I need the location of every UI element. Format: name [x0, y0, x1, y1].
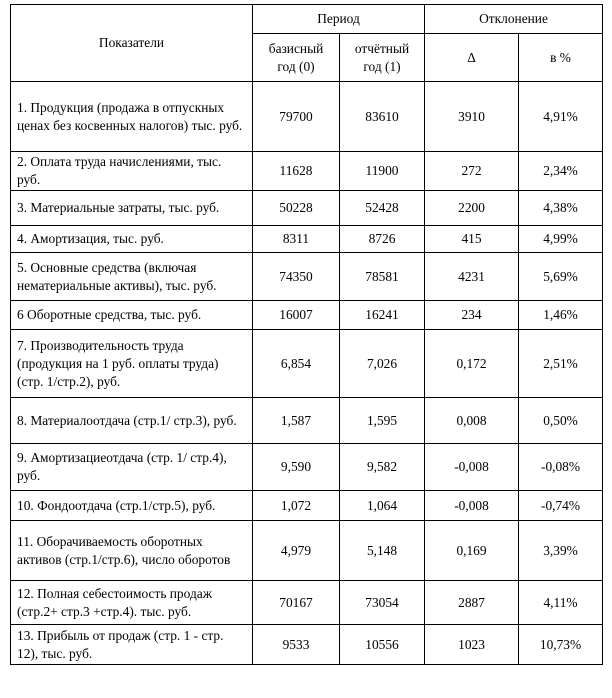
row-label: 7. Производительность труда (продукция на 1 руб. оплаты труда) (стр. 1/стр.2), руб. — [11, 330, 253, 398]
row-label: 8. Материалоотдача (стр.1/ стр.3), руб. — [11, 398, 253, 444]
row-report-value: 73054 — [340, 581, 425, 625]
row-percent-value: 4,11% — [519, 581, 603, 625]
row-report-value: 9,582 — [340, 444, 425, 491]
row-percent-value: 3,39% — [519, 521, 603, 581]
table-row — [11, 330, 603, 398]
row-report-value: 83610 — [340, 82, 425, 152]
row-delta-value: 0,169 — [425, 521, 519, 581]
table-row — [11, 191, 603, 226]
row-label: 1. Продукция (продажа в отпускных ценах без косвенных налогов) тыс. руб. — [11, 82, 253, 152]
row-base-value: 8311 — [253, 226, 340, 253]
row-report-value: 7,026 — [340, 330, 425, 398]
header-base-year: базисный год (0) — [253, 34, 340, 82]
row-report-value: 10556 — [340, 625, 425, 665]
row-report-value: 5,148 — [340, 521, 425, 581]
row-delta-value: 2887 — [425, 581, 519, 625]
row-report-value: 78581 — [340, 253, 425, 301]
row-label: 4. Амортизация, тыс. руб. — [11, 226, 253, 253]
header-deviation: Отклонение — [425, 5, 603, 34]
row-base-value: 4,979 — [253, 521, 340, 581]
row-percent-value: 0,50% — [519, 398, 603, 444]
table-row — [11, 301, 603, 330]
row-report-value: 52428 — [340, 191, 425, 226]
row-label: 13. Прибыль от продаж (стр. 1 - стр. 12), тыс. руб. — [11, 625, 253, 665]
row-base-value: 11628 — [253, 152, 340, 191]
row-delta-value: 0,172 — [425, 330, 519, 398]
row-base-value: 70167 — [253, 581, 340, 625]
row-label: 10. Фондоотдача (стр.1/стр.5), руб. — [11, 491, 253, 521]
table-row — [11, 625, 603, 665]
row-base-value: 1,072 — [253, 491, 340, 521]
row-percent-value: 4,91% — [519, 82, 603, 152]
row-delta-value: 234 — [425, 301, 519, 330]
table-row — [11, 491, 603, 521]
row-percent-value: 2,51% — [519, 330, 603, 398]
row-base-value: 9533 — [253, 625, 340, 665]
row-percent-value: 5,69% — [519, 253, 603, 301]
row-label: 6 Оборотные средства, тыс. руб. — [11, 301, 253, 330]
table-row — [11, 521, 603, 581]
table-row — [11, 398, 603, 444]
row-delta-value: 272 — [425, 152, 519, 191]
row-delta-value: -0,008 — [425, 491, 519, 521]
table-row — [11, 253, 603, 301]
row-delta-value: -0,008 — [425, 444, 519, 491]
row-percent-value: 10,73% — [519, 625, 603, 665]
row-label: 3. Материальные затраты, тыс. руб. — [11, 191, 253, 226]
row-base-value: 74350 — [253, 253, 340, 301]
row-report-value: 11900 — [340, 152, 425, 191]
row-percent-value: -0,08% — [519, 444, 603, 491]
row-delta-value: 0,008 — [425, 398, 519, 444]
row-label: 2. Оплата труда начислениями, тыс. руб. — [11, 152, 253, 191]
row-percent-value: 2,34% — [519, 152, 603, 191]
table-row — [11, 82, 603, 152]
row-base-value: 6,854 — [253, 330, 340, 398]
row-base-value: 16007 — [253, 301, 340, 330]
header-delta: Δ — [425, 34, 519, 82]
row-report-value: 16241 — [340, 301, 425, 330]
row-percent-value: 4,38% — [519, 191, 603, 226]
row-base-value: 1,587 — [253, 398, 340, 444]
row-delta-value: 1023 — [425, 625, 519, 665]
row-percent-value: 1,46% — [519, 301, 603, 330]
row-percent-value: -0,74% — [519, 491, 603, 521]
table-body — [11, 82, 603, 665]
row-label: 9. Амортизациеотдача (стр. 1/ стр.4), руб. — [11, 444, 253, 491]
row-percent-value: 4,99% — [519, 226, 603, 253]
row-label: 11. Оборачиваемость оборотных активов (стр.1/стр.6), число оборотов — [11, 521, 253, 581]
row-report-value: 1,064 — [340, 491, 425, 521]
row-delta-value: 415 — [425, 226, 519, 253]
row-base-value: 50228 — [253, 191, 340, 226]
table-row — [11, 152, 603, 191]
table-row — [11, 444, 603, 491]
header-period: Период — [253, 5, 425, 34]
header-report-year: отчётный год (1) — [340, 34, 425, 82]
row-base-value: 79700 — [253, 82, 340, 152]
row-label: 12. Полная себестоимость продаж (стр.2+ стр.3 +стр.4). тыс. руб. — [11, 581, 253, 625]
header-row-top — [11, 5, 603, 34]
row-delta-value: 2200 — [425, 191, 519, 226]
indicators-table — [10, 4, 603, 665]
row-report-value: 1,595 — [340, 398, 425, 444]
header-percent: в % — [519, 34, 603, 82]
row-label: 5. Основные средства (включая нематериальные активы), тыс. руб. — [11, 253, 253, 301]
row-base-value: 9,590 — [253, 444, 340, 491]
row-delta-value: 4231 — [425, 253, 519, 301]
row-report-value: 8726 — [340, 226, 425, 253]
header-indicators: Показатели — [11, 5, 253, 82]
row-delta-value: 3910 — [425, 82, 519, 152]
table-row — [11, 226, 603, 253]
table-row — [11, 581, 603, 625]
